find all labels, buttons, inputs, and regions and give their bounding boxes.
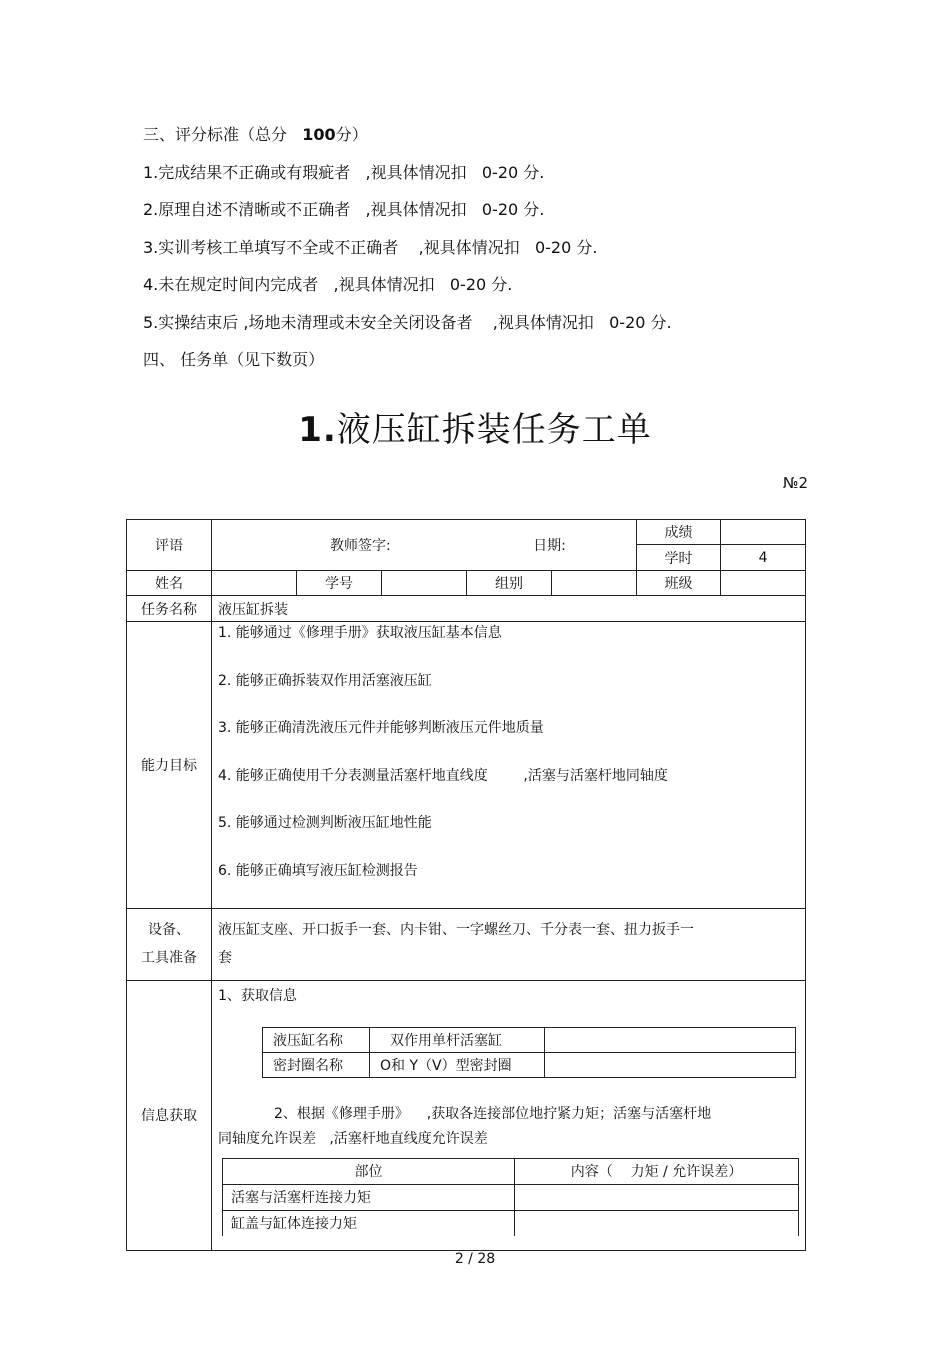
torque-header-content: 内容（ 力矩 / 允许误差） [515,1158,799,1184]
comment-label: 评语 [127,520,212,571]
criteria-item: 4.未在规定时间内完成者 ,视具体情况扣 0-20 分. [143,275,513,294]
class-field[interactable] [721,571,806,596]
info-step-2: 2、根据《修理手册》 ,获取各连接部位地拧紧力矩；活塞与活塞杆地 同轴度允许误差 ,活塞杆地直线度允许误差 [218,1105,712,1147]
page-number: 2 / 28 [454,1251,496,1267]
ability-item: 1. 能够通过《修理手册》获取液压缸基本信息 [218,625,502,641]
info-step-1: 1、获取信息 [218,987,297,1004]
page-title: 1.液压缸拆装任务工单 [298,410,652,450]
seal-name-value: O和 Y（V）型密封圈 [370,1052,545,1077]
ability-item: 6. 能够正确填写液压缸检测报告 [218,862,418,879]
torque-row-value[interactable] [515,1184,799,1210]
student-id-field[interactable] [382,571,467,596]
task-list-heading: 四、 任务单（见下数页） [143,350,325,369]
equipment-label: 设备、 工具准备 [127,908,212,980]
info-section [212,980,806,1250]
date-label: 日期: [533,538,566,554]
seal-name-extra[interactable] [545,1052,796,1077]
group-label: 组别 [467,571,552,596]
ability-item: 3. 能够正确清洗液压元件并能够判断液压元件地质量 [218,720,544,737]
cylinder-name-label: 液压缸名称 [263,1027,370,1052]
name-label: 姓名 [127,571,212,596]
name-field[interactable] [212,571,297,596]
score-value[interactable] [721,520,806,545]
ability-item: 2. 能够正确拆装双作用活塞液压缸 [218,672,432,689]
ability-item: 4. 能够正确使用千分表测量活塞杆地直线度 ,活塞与活塞杆地同轴度 [218,767,668,784]
ability-label: 能力目标 [127,622,212,909]
torque-row-value[interactable] [515,1210,799,1236]
cylinder-name-extra[interactable] [545,1027,796,1052]
ability-list [212,622,806,909]
ability-item: 5. 能够通过检测判断液压缸地性能 [218,815,432,832]
criteria-heading: 三、评分标准（总分 100分） [143,125,368,144]
criteria-item: 1.完成结果不正确或有瑕疵者 ,视具体情况扣 0-20 分. [143,162,545,182]
task-form [126,519,806,1251]
torque-header-part: 部位 [223,1158,515,1184]
criteria-item: 2.原理自述不清晰或不正确者 ,视具体情况扣 0-20 分. [143,200,545,219]
info-label: 信息获取 [127,980,212,1250]
torque-row-label: 活塞与活塞杆连接力矩 [223,1184,515,1210]
criteria-item: 3.实训考核工单填写不全或不正确者 ,视具体情况扣 0-20 分. [143,237,598,257]
comment-area[interactable] [212,520,637,571]
task-name-label: 任务名称 [127,596,212,622]
class-label: 班级 [637,571,721,596]
cylinder-name-value: 双作用单杆活塞缸 [370,1027,545,1052]
torque-table [222,1158,799,1236]
score-label: 成绩 [637,520,721,545]
hours-label: 学时 [637,545,721,571]
equipment-list: 液压缸支座、开口扳手一套、内卡钳、一字螺丝刀、千分表一套、扭力扳手一 套 [212,908,806,980]
torque-row-label: 缸盖与缸体连接力矩 [223,1210,515,1236]
document-number: №2 [782,474,808,492]
seal-name-label: 密封圈名称 [263,1052,370,1077]
scoring-criteria [143,124,903,387]
teacher-sign-label: 教师签字: [330,538,391,554]
hydraulic-info-table [262,1027,796,1078]
student-id-label: 学号 [297,571,382,596]
hours-value: 4 [721,545,806,571]
criteria-item: 5.实操结束后 ,场地未清理或未安全关闭设备者 ,视具体情况扣 0-20 分. [143,312,672,332]
task-name-value: 液压缸拆装 [212,596,806,622]
group-field[interactable] [552,571,637,596]
